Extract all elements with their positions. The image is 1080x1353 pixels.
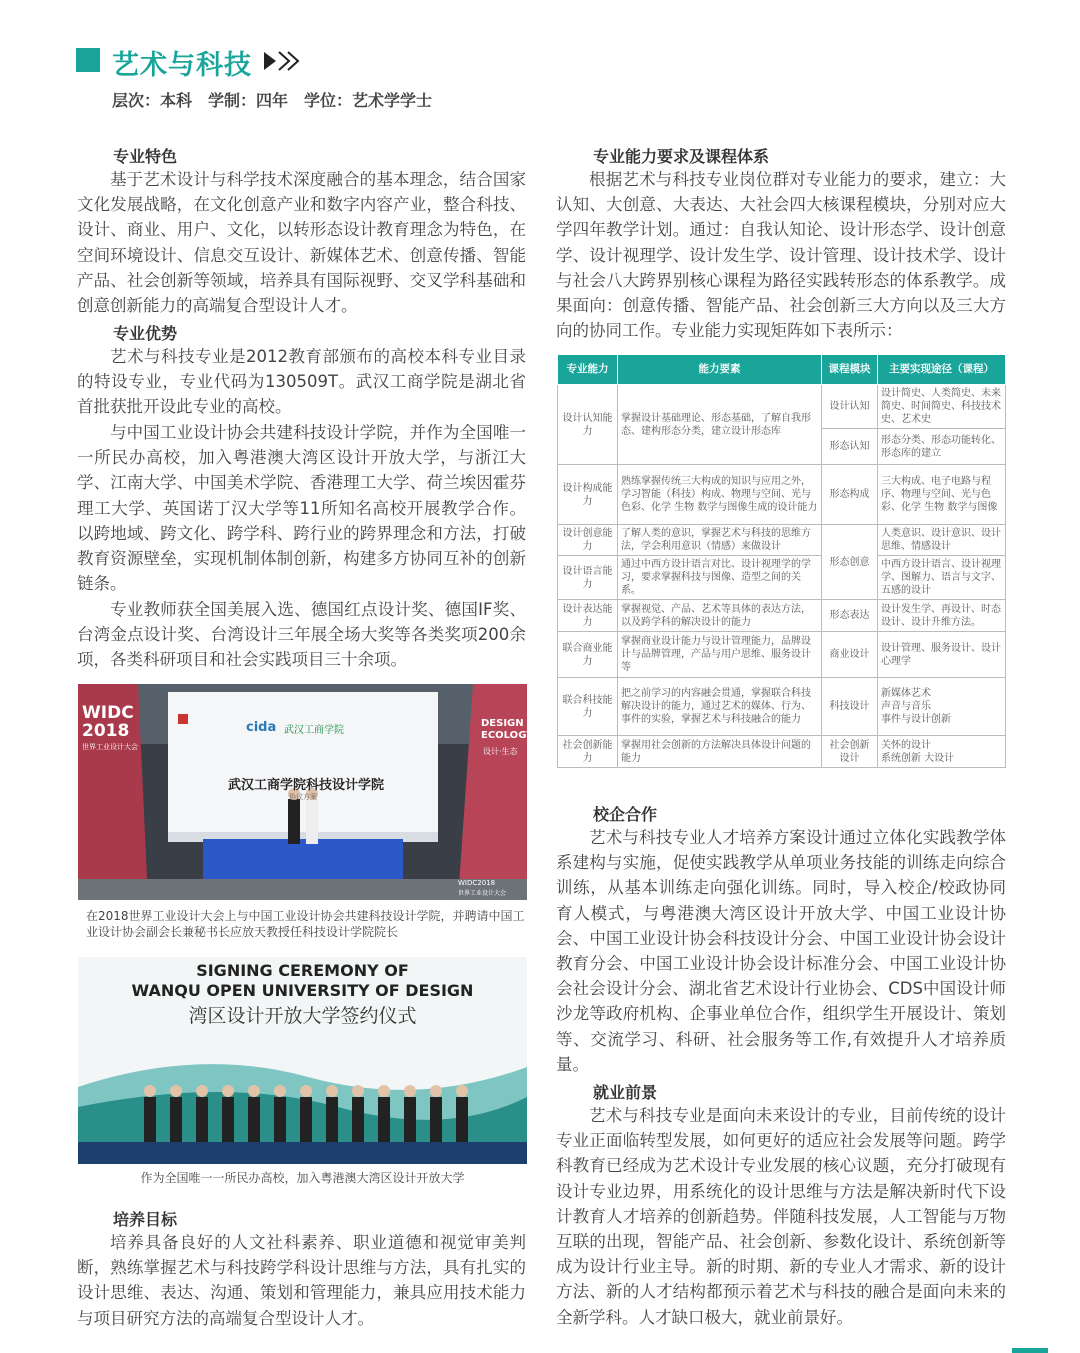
advantages-para-2: 与中国工业设计协会共建科技设计学院，并作为全国唯一一所民办高校，加入粤港澳大湾区设计开放大学，与浙江大学、江南大学、中国美术学院、香港理工大学、荷兰埃因霍芬理工大学、英国诺丁汉大学等11所知名高校开展教学合作。以跨地域、跨文化、跨学科、跨行业的跨界理念和方法，打破教育资源壁垒，实现机制体制创新，构建多方协同互补的创新链条。 — [77, 423, 526, 594]
requirement-cell: 掌握用社会创新的方法解决具体设计问题的能力 — [618, 736, 822, 768]
ability-matrix-table — [557, 354, 1006, 768]
table-header: 课程模块 — [822, 355, 878, 385]
page-title: 艺术与科技 — [112, 50, 252, 81]
coop-heading: 校企合作 — [593, 805, 658, 824]
ability-text: 根据艺术与科技专业岗位群对专业能力的要求，建立：大认知、大创意、大表达、大社会四大核课程模块，分别对应大学四年教学计划。通过：自我认知论、设计形态学、设计创意学、设计视理学、设计发生学、设计管理、设计技术学、设计与社会八大跨界别核心课程为路径实践转形态的体系教学。成果面向：创意传播、智能产品、社会创新三大方向以及三大方向的协同工作。专业能力实现矩阵如下表所示： — [556, 170, 1006, 341]
screen-title: 武汉工商学院科技设计学院 — [228, 778, 385, 793]
course-cell: 设计管理、服务设计、设计心理学 — [878, 632, 1006, 678]
ceremony-title-en-2: WANQU OPEN UNIVERSITY OF DESIGN — [131, 981, 474, 1000]
ability-cell: 设计创意能力 — [558, 525, 618, 556]
title-accent-block — [76, 48, 100, 72]
widc-badge-sub: 世界工业设计大会 — [82, 743, 138, 751]
advantages-para-1: 艺术与科技专业是2012教育部颁布的高校本科专业目录的特设专业，专业代码为130509T。武汉工商学院是湖北省首批获批开设此专业的高校。 — [77, 347, 526, 417]
requirement-cell: 掌握视觉、产品、艺术等具体的表达方法，以及跨学科的解决设计的能力 — [618, 600, 822, 632]
table-row — [558, 736, 1006, 768]
design-ecology-badge: DESIGN ECOLOGY — [481, 718, 534, 741]
table-header: 能力要素 — [618, 355, 822, 385]
goals-heading: 培养目标 — [113, 1210, 178, 1229]
course-cell: 关怀的设计 系统创新 大设计 — [878, 736, 1006, 768]
ceremony-title-en-1: SIGNING CEREMONY OF — [196, 961, 409, 980]
ability-cell: 设计表达能力 — [558, 600, 618, 632]
coop-text: 艺术与科技专业人才培养方案设计通过立体化实践教学体系建构与实施，促使实践教学从单项业务技能的训练走向综合训练，从基本训练走向强化训练。同时，导入校企/校政协同育人模式，与粤港澳大湾区设计开放大学、中国工业设计协会、中国工业设计协会科技设计分会、中国工业设计协会设计教育分会、中国工业设计协会设计标准分会、中国工业设计协会社会设计分会、湖北省艺术设计行业协会、CDS中国设计师沙龙等政府机构、企事业单位合作，组织学生开展设计、策划等、交流学习、科研、社会服务等工作,有效提升人才培养质量。 — [556, 828, 1006, 1074]
signing-ceremony-photo — [78, 957, 527, 1164]
requirement-cell: 熟练掌握传统三大构成的知识与应用之外，学习智能（科技）构成、物理与空间、光与色彩、化学 生物 数学与图像生成的设计能力 — [618, 465, 822, 525]
ability-cell: 设计语言能力 — [558, 556, 618, 600]
screen-subtitle: 协议方案 — [289, 793, 317, 801]
table-row — [558, 465, 1006, 525]
corner-badge: WIDC2018 — [458, 879, 496, 887]
ability-cell: 社会创新能力 — [558, 736, 618, 768]
course-cell: 新媒体艺术 声音与音乐 事件与设计创新 — [878, 678, 1006, 736]
module-cell: 形态表达 — [822, 600, 878, 632]
table-row — [558, 525, 1006, 556]
ability-cell: 联合商业能力 — [558, 632, 618, 678]
photo2-caption: 作为全国唯一一所民办高校，加入粤港澳大湾区设计开放大学 — [140, 1171, 465, 1185]
table-row — [558, 385, 1006, 429]
module-cell: 商业设计 — [822, 632, 878, 678]
cooperation-photo — [78, 684, 534, 900]
table-header-row — [558, 355, 1006, 385]
module-cell: 形态创意 — [822, 525, 878, 600]
advantages-para-3: 专业教师获全国美展入选、德国红点设计奖、德国IF奖、台湾金点设计奖、台湾设计三年展全场大奖等各类奖项200余项，各类科研项目和社会实践项目三十余项。 — [77, 600, 526, 670]
corner-badge-sub: 世界工业设计大会 — [458, 890, 507, 897]
table-header: 主要实现途径（课程） — [878, 355, 1006, 385]
goals-text: 培养具备良好的人文社科素养、职业道德和视觉审美判断，熟练掌握艺术与科技跨学科设计思维与方法，具有扎实的设计思维、表达、沟通、策划和管理能力，兼具应用技术能力与项目研究方法的高端复合型设计人才。 — [77, 1233, 526, 1328]
module-cell: 社会创新设计 — [822, 736, 878, 768]
course-cell: 三大构成、电子电路与程序、物理与空间、光与色彩、化学 生物 数学与图像 — [878, 465, 1006, 525]
course-cell: 人类意识、设计意识、设计思维、情感设计 — [878, 525, 1006, 556]
page-corner-mark — [1012, 1348, 1048, 1353]
ability-matrix — [557, 354, 1006, 768]
requirement-cell: 掌握设计基础理论、形态基础，了解自我形态、建构形态分类，建立设计形态库 — [618, 385, 822, 465]
table-row — [558, 556, 1006, 600]
requirement-cell: 把之前学习的内容融会贯通，掌握联合科技解决设计的能力，通过艺术的媒体、行为、事件的实验，掌握艺术与科技融合的能力 — [618, 678, 822, 736]
features-heading: 专业特色 — [113, 147, 178, 166]
table-row — [558, 600, 1006, 632]
ability-heading: 专业能力要求及课程体系 — [593, 147, 770, 166]
ability-cell: 联合科技能力 — [558, 678, 618, 736]
course-cell: 形态分类、形态功能转化、形态库的建立 — [878, 429, 1006, 465]
course-cell: 设计简史、人类简史、未来简史、时间简史、科技技术史、艺术史 — [878, 385, 1006, 429]
design-ecology-sub: 设计·生态 — [483, 747, 518, 756]
table-row — [558, 632, 1006, 678]
module-cell: 形态构成 — [822, 465, 878, 525]
course-cell: 设计发生学、再设计、时态设计、设计升维方法。 — [878, 600, 1006, 632]
career-heading: 就业前景 — [593, 1083, 658, 1102]
table-header: 专业能力 — [558, 355, 618, 385]
career-text: 艺术与科技专业是面向未来设计的专业，目前传统的设计专业正面临转型发展，如何更好的适应社会发展等问题。跨学科教育已经成为艺术设计专业发展的核心议题，充分打破现有设计专业边界，用系统化的设计思维与方法是解决新时代下设计教育人才培养的创新趋势。伴随科技发展，人工智能与万物互联的出现，智能产品、社会创新、参数化设计、系统创新等成为设计行业主导。新的时期、新的专业人才需求、新的设计方法、新的人才结构都预示着艺术与科技的融合是面向未来的全新学科。人才缺口极大，就业前景好。 — [556, 1106, 1006, 1327]
cida-logo: cida — [246, 720, 277, 735]
ceremony-title-cn: 湾区设计开放大学签约仪式 — [188, 1005, 417, 1027]
table-row — [558, 678, 1006, 736]
widc-badge: WIDC 2018 — [82, 703, 134, 741]
degree-info: 层次：本科 学制：四年 学位：艺术学学士 — [112, 91, 433, 110]
photo1-caption: 在2018世界工业设计大会上与中国工业设计协会共建科技设计学院，并聘请中国工业设计协会副会长兼秘书长应放天教授任科技设计学院院长 — [86, 909, 525, 939]
advantages-heading: 专业优势 — [113, 324, 178, 343]
module-cell: 科技设计 — [822, 678, 878, 736]
features-text: 基于艺术设计与科学技术深度融合的基本理念，结合国家文化发展战略，在文化创意产业和数字内容产业，整合科技、设计、商业、用户、文化，以转形态设计教育理念为特色，在空间环境设计、信息交互设计、新媒体艺术、创意传播、智能产品、社会创新等领域，培养具有国际视野、交叉学科基础和创意创新能力的高端复合型设计人才。 — [77, 170, 526, 316]
requirement-cell: 了解人类的意识，掌握艺术与科技的思维方法，学会利用意识（情感）来做设计 — [618, 525, 822, 556]
module-cell: 形态认知 — [822, 429, 878, 465]
module-cell: 设计认知 — [822, 385, 878, 429]
ability-cell: 设计认知能力 — [558, 385, 618, 465]
requirement-cell: 掌握商业设计能力与设计管理能力，品牌设计与品牌管理，产品与用户思维、服务设计等 — [618, 632, 822, 678]
requirement-cell: 通过中西方设计语言对比、设计视理学的学习，要求掌握科技与图像、造型之间的关系。 — [618, 556, 822, 600]
chevrons-right-icon — [262, 49, 304, 73]
course-cell: 中西方设计语言、设计视理学、图解力、语言与文字、五感的设计 — [878, 556, 1006, 600]
school-logo: 武汉工商学院 — [284, 725, 344, 736]
ability-cell: 设计构成能力 — [558, 465, 618, 525]
